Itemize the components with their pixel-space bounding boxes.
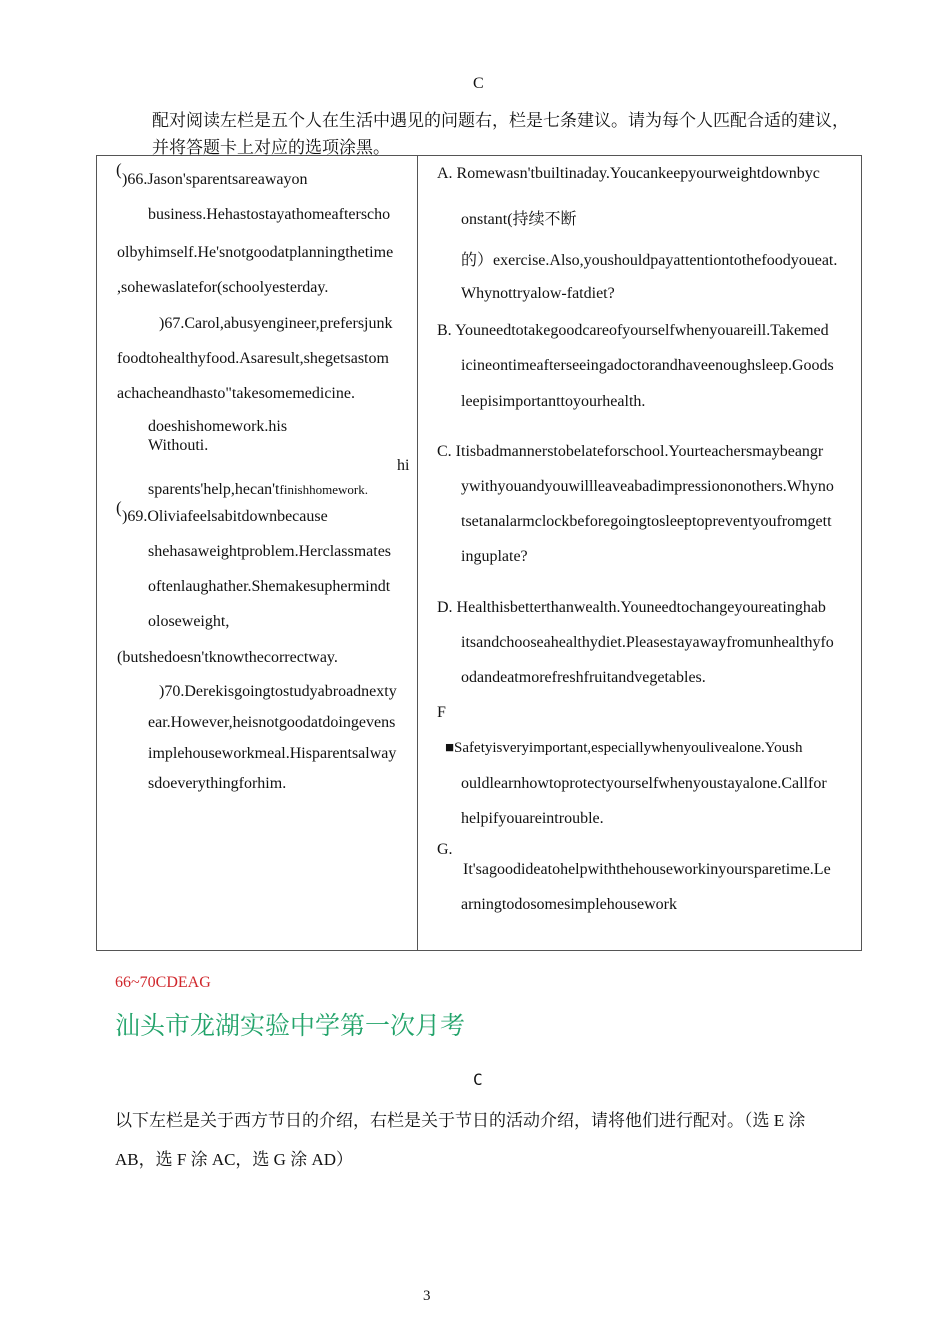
- option-c-line: C. Itisbadmannerstobelateforschool.Yourteachersmaybeangr: [437, 443, 824, 460]
- q69-paren: (: [116, 498, 122, 517]
- option-g-line: It'sagoodideatohelpwiththehouseworkinyoursparetime.Le: [463, 861, 831, 878]
- option-a-line: Whynottryalow-fatdiet?: [461, 285, 615, 302]
- question-68-text-small: finishhomework.: [279, 482, 368, 497]
- question-69-line: (butshedoesn'tknowthecorrectway.: [117, 649, 338, 666]
- page-number: 3: [423, 1288, 431, 1304]
- option-d-line: odandeatmorefreshfruitandvegetables.: [461, 669, 706, 686]
- option-f-line: helpifyouareintrouble.: [461, 810, 604, 827]
- question-70-line: implehouseworkmeal.Hisparentsalway: [148, 745, 397, 762]
- option-a-line: onstant(持续不断: [461, 211, 577, 228]
- question-70-line: ear.However,heisnotgoodatdoingevens: [148, 714, 396, 731]
- option-d-line: D. Healthisbetterthanwealth.Youneedtochangeyoureatinghab: [437, 599, 826, 616]
- option-g-label: G.: [437, 841, 453, 858]
- instruction-line-1: 配对阅读左栏是五个人在生活中遇见的问题右，栏是七条建议。请为每个人匹配合适的建议，: [152, 111, 849, 130]
- section2-instruction-line-2: AB，选 F 涂 AC，选 G 涂 AD）: [115, 1150, 354, 1169]
- option-f-line: ■Safetyisveryimportant,especiallywhenyoulivealone.Yoush: [445, 740, 803, 756]
- question-69-line: shehasaweightproblem.Herclassmates: [148, 543, 392, 560]
- instruction-line-2: 并将答题卡上对应的选项涂黑。: [152, 138, 390, 157]
- section2-instruction-line-1: 以下左栏是关于西方节日的介绍，右栏是关于节日的活动介绍，请将他们进行配对。（选 E 涂: [115, 1111, 806, 1130]
- option-a-line: A. Romewasn'tbuiltinaday.Youcankeepyourweightdownbyc: [437, 165, 820, 182]
- option-b-line: icineontimeafterseeingadoctorandhaveenoughsleep.Goods: [461, 357, 834, 374]
- question-69-line: )69.Oliviafeelsabitdownbecause: [122, 508, 328, 525]
- question-70-line: )70.Derekisgoingtostudyabroadnexty: [159, 683, 397, 700]
- question-67-line: achacheandhasto"takesomemedicine.: [117, 385, 355, 402]
- question-66-line: business.Hehastostayathomeafterscho: [148, 206, 391, 223]
- question-68-text: sparents'help,hecan't: [148, 481, 280, 498]
- section2-letter: C: [473, 1070, 483, 1089]
- question-66-line: olbyhimself.He'snotgoodatplanningthetime: [117, 244, 394, 261]
- q66-paren: (: [116, 160, 122, 179]
- column-divider: [417, 155, 418, 951]
- question-68-line: hi: [397, 457, 410, 474]
- option-g-line: arningtodosomesimplehousework: [461, 896, 677, 913]
- option-a-line: 的）exercise.Also,youshouldpayattentiontothefoodyoueat.: [461, 252, 838, 269]
- question-66-line: )66.Jason'sparentsareawayon: [122, 171, 308, 188]
- question-68-line: doeshishomework.his: [148, 418, 288, 435]
- option-c-line: tsetanalarmclockbeforegoingtosleeptopreventyoufromgett: [461, 513, 832, 530]
- option-d-line: itsandchooseahealthydiet.Pleasestayawayfromunhealthyfo: [461, 634, 834, 651]
- option-b-line: B. Youneedtotakegoodcareofyourselfwhenyouareill.Takemed: [437, 322, 829, 339]
- school-title: 汕头市龙湖实验中学第一次月考: [115, 1013, 466, 1040]
- option-b-line: leepisimportanttoyourhealth.: [461, 393, 646, 410]
- option-f-line: ouldlearnhowtoprotectyourselfwhenyoustayalone.Callfor: [461, 775, 827, 792]
- option-c-line: inguplate?: [461, 548, 528, 565]
- question-67-line: )67.Carol,abusyengineer,prefersjunk: [159, 315, 393, 332]
- question-68-line: Withouti.: [148, 437, 209, 454]
- question-66-line: ,sohewaslatefor(schoolyesterday.: [117, 279, 329, 296]
- question-67-line: foodtohealthyfood.Asaresult,shegetsastom: [117, 350, 389, 367]
- question-68-line: [148, 481, 368, 499]
- question-69-line: oloseweight,: [148, 613, 230, 630]
- option-f-label: F: [437, 704, 446, 721]
- question-70-line: sdoeverythingforhim.: [148, 775, 287, 792]
- answer-key: 66~70CDEAG: [115, 974, 211, 991]
- section-letter: C: [473, 75, 484, 92]
- question-69-line: oftenlaughather.Shemakesuphermindt: [148, 578, 391, 595]
- option-c-line: ywithyouandyouwillleaveabadimpressiononothers.Whyno: [461, 478, 834, 495]
